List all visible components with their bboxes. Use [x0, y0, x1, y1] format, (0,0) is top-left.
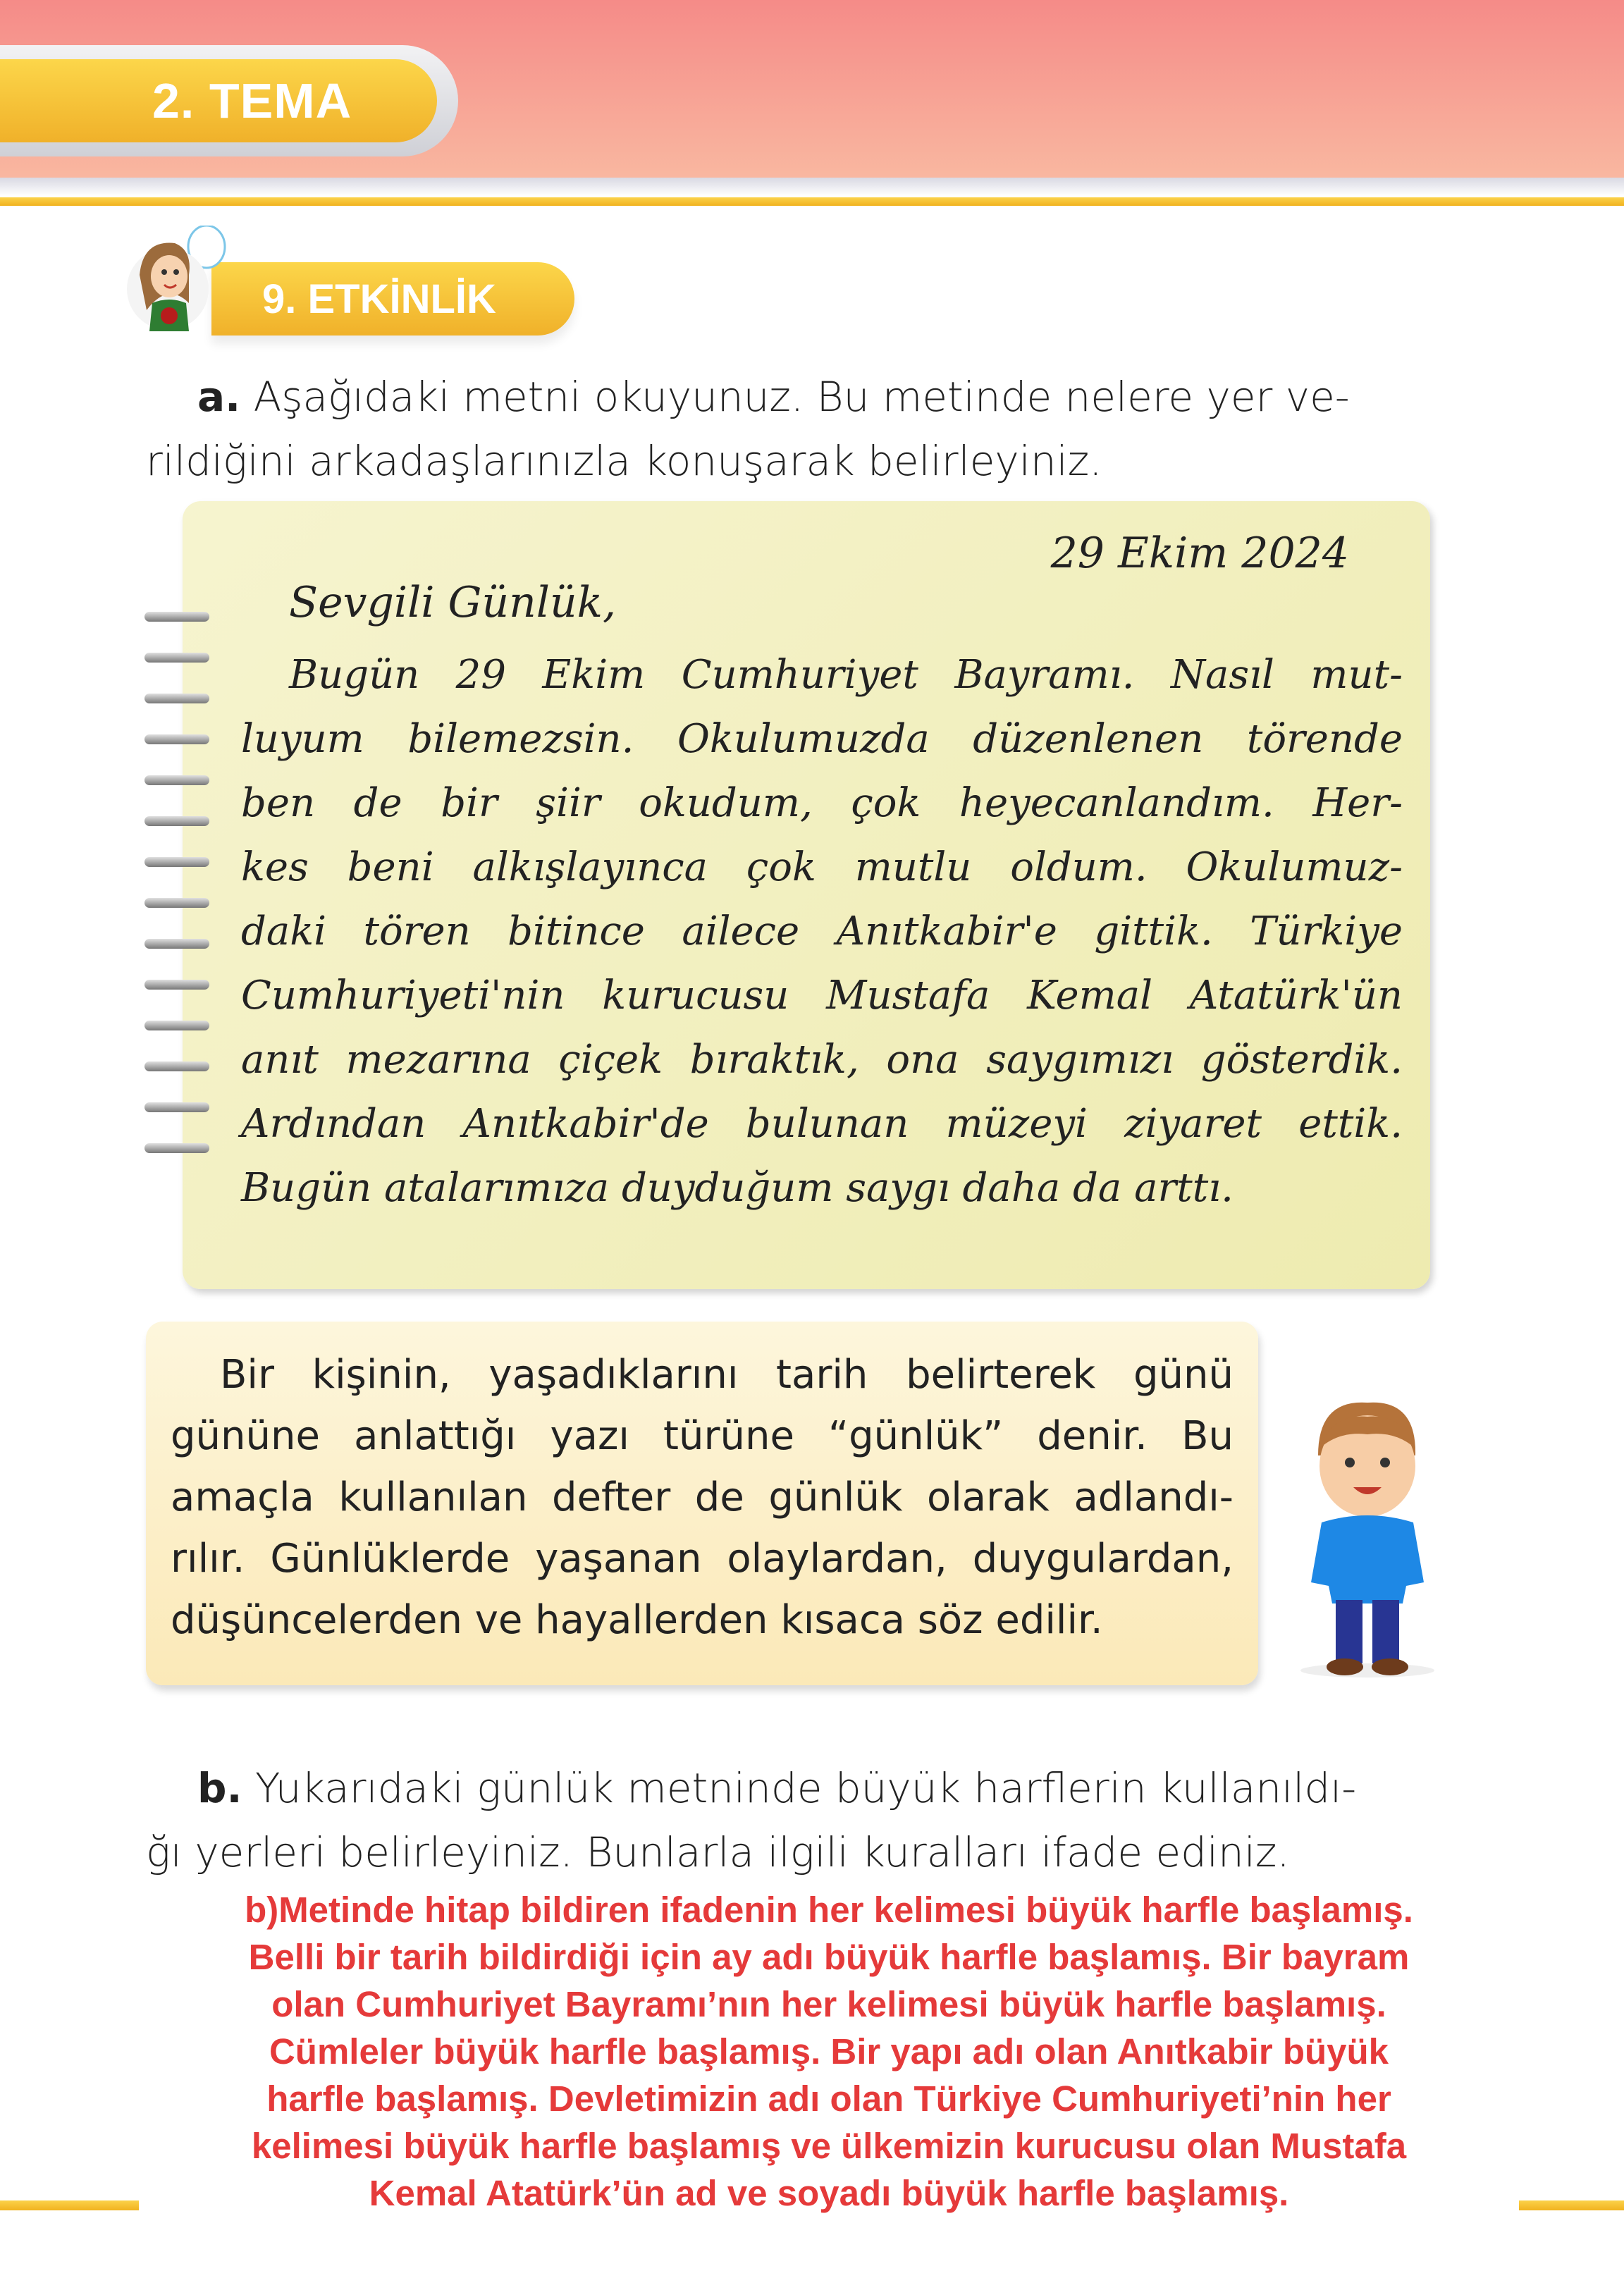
answer-line: harfle başlamış. Devletimizin adı olan Türkiye Cumhuriyeti’nin her	[266, 2079, 1391, 2119]
diary-line: Bugün atalarımıza duyduğum saygı daha da arttı.	[241, 1165, 1234, 1211]
notebook-spiral-icon	[144, 612, 215, 1176]
info-line: Bir kişinin, yaşadıklarını tarih belirterek günü	[220, 1352, 1234, 1398]
answer-line: Belli bir tarih bildirdiği için ay adı büyük harfle başlamış. Bir bayram	[248, 1937, 1410, 1977]
footer-line-left	[0, 2200, 141, 2210]
header-yellow-line	[0, 197, 1624, 206]
diary-line: Cumhuriyeti'nin kurucusu Mustafa Kemal Atatürk'ün	[241, 973, 1403, 1018]
diary-line: Bugün 29 Ekim Cumhuriyet Bayramı. Nasıl mut-	[289, 652, 1403, 698]
info-line: rılır. Günlüklerde yaşanan olaylardan, duygulardan,	[171, 1536, 1234, 1582]
diary-line: Ardından Anıtkabir'de bulunan müzeyi ziyaret ettik.	[241, 1101, 1403, 1147]
question-a	[146, 365, 1443, 493]
diary-line: luyum bilemezsin. Okulumuzda düzenlenen törende	[241, 716, 1403, 762]
header-divider	[0, 178, 1624, 196]
boy-character-icon	[1290, 1399, 1441, 1681]
info-line: gününe anlattığı yazı türüne “günlük” denir. Bu	[171, 1413, 1234, 1459]
diary-greeting: Sevgili Günlük,	[289, 578, 617, 627]
info-line: düşüncelerden ve hayallerden kısaca söz edilir.	[171, 1597, 1103, 1643]
answer-text	[139, 1886, 1519, 2217]
question-b-line: ğı yerleri belirleyiniz. Bunlarla ilgili kuralları ifade ediniz.	[146, 1828, 1290, 1876]
question-a-line: rildiğini arkadaşlarınızla konuşarak belirleyiniz.	[146, 437, 1102, 485]
diary-line: daki tören bitince ailece Anıtkabir'e gittik. Türkiye	[241, 909, 1403, 954]
question-a-letter: a.	[197, 373, 241, 421]
theme-label: 2. TEMA	[152, 73, 352, 128]
question-b-line: Yukarıdaki günlük metninde büyük harflerin kullanıldı-	[255, 1764, 1357, 1812]
diary-line: kes beni alkışlayınca çok mutlu oldum. Okulumuz-	[241, 844, 1403, 890]
answer-line: Kemal Atatürk’ün ad ve soyadı büyük harfle başlamış.	[369, 2173, 1289, 2213]
info-line: amaçla kullanılan defter de günlük olarak adlandı-	[171, 1475, 1234, 1520]
question-a-line: Aşağıdaki metni okuyunuz. Bu metinde nelere yer ve-	[253, 373, 1350, 421]
question-b-letter: b.	[197, 1764, 242, 1812]
activity-badge	[211, 262, 574, 336]
answer-line: Cümleler büyük harfle başlamış. Bir yapı adı olan Anıtkabir büyük	[269, 2031, 1389, 2072]
girl-mascot-icon	[125, 226, 231, 338]
footer-line-right	[1517, 2200, 1624, 2210]
diary-date: 29 Ekim 2024	[1050, 529, 1349, 578]
diary-line: ben de bir şiir okudum, çok heyecanlandım. Her-	[241, 780, 1403, 826]
diary-line: anıt mezarına çiçek bıraktık, ona saygımızı gösterdik.	[241, 1037, 1403, 1083]
question-b	[146, 1756, 1443, 1885]
theme-badge	[0, 45, 458, 156]
answer-line: kelimesi büyük harfle başlamış ve ülkemizin kurucusu olan Mustafa	[251, 2126, 1407, 2166]
answer-line: b)Metinde hitap bildiren ifadenin her kelimesi büyük harfle başlamış.	[245, 1890, 1413, 1930]
answer-line: olan Cumhuriyet Bayramı’nın her kelimesi büyük harfle başlamış.	[271, 1984, 1386, 2024]
activity-label: 9. ETKİNLİK	[262, 276, 496, 322]
